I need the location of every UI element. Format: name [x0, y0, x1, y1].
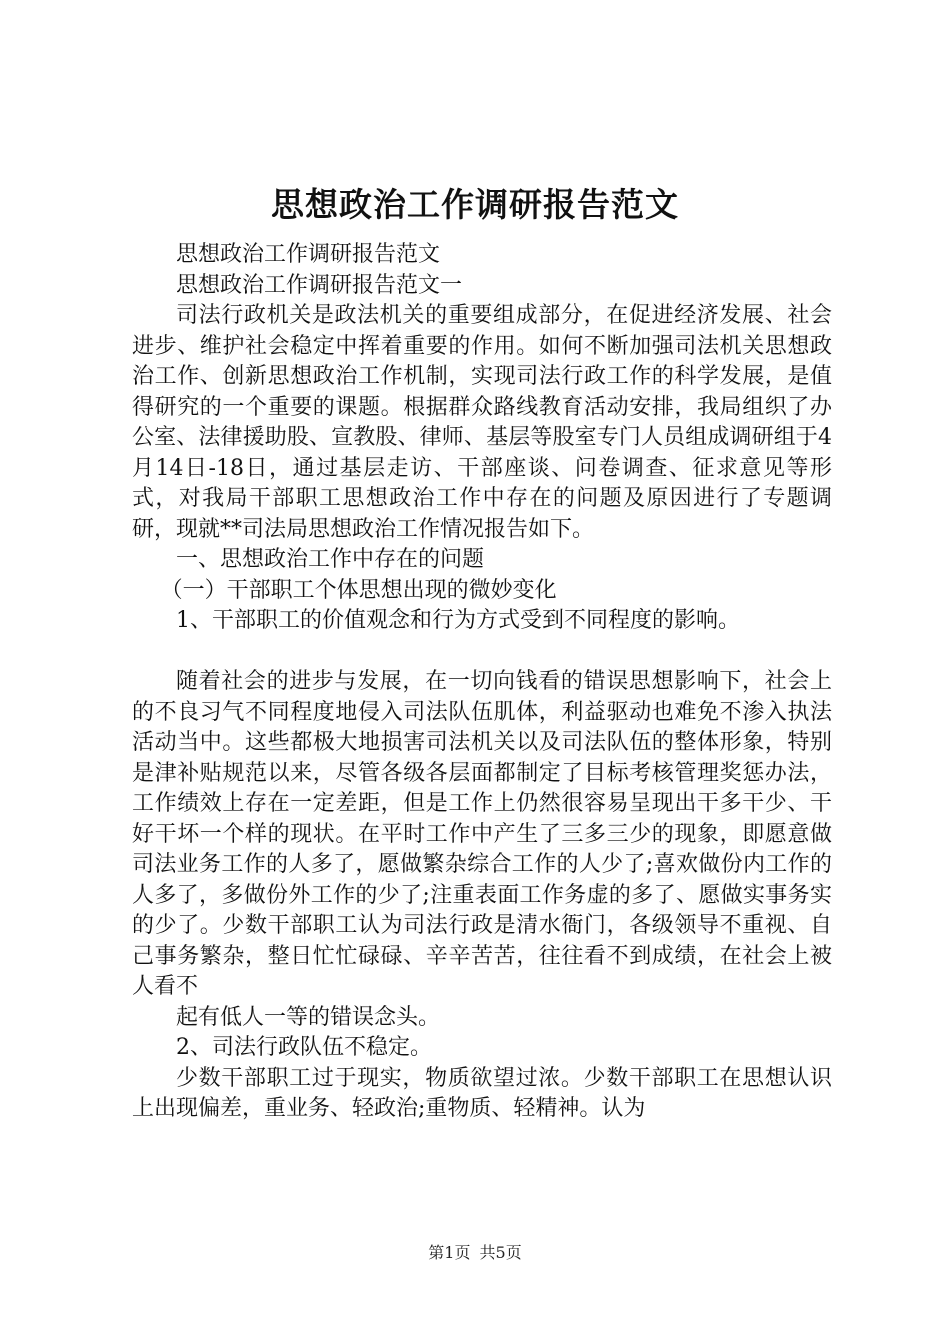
subsection-heading-1: （一）干部职工个体思想出现的微妙变化: [160, 577, 557, 603]
paragraph-point-1-body: 随着社会的进步与发展，在一切向钱看的错误思想影响下，社会上的不良习气不同程度地侵入司法队伍肌体，利益驱动也难免不渗入执法活动当中。这些都极大地损害司法机关以及司法队伍的整体形象，特别是津补贴规范以来，尽管各级各层面都制定了目标考核管理奖惩办法，工作绩效上存在一定差距，但是工作上仍然很容易呈现出干多干少、干好干坏一个样的现状。在平时工作中产生了三多三少的现象，即愿意做司法业务工作的人多了，愿做繁杂综合工作的人少了;喜欢做份内工作的人多了，多做份外工作的少了;注重表面工作务虚的多了、愿做实事务实的少了。少数干部职工认为司法行政是清水衙门，各级领导不重视、自己事务繁杂，整日忙忙碌碌、辛辛苦苦，往往看不到成绩，在社会上被人看不: [132, 669, 832, 999]
page-total: 共5页: [479, 1243, 522, 1262]
paragraph-point-2-body: 少数干部职工过于现实，物质欲望过浓。少数干部职工在思想认识上出现偏差，重业务、轻政治;重物质、轻精神。认为: [132, 1065, 832, 1121]
paragraph-heading-repeat: 思想政治工作调研报告范文: [176, 242, 441, 267]
document-body: [132, 240, 832, 1125]
paragraph-intro: 司法行政机关是政法机关的重要组成部分，在促进经济发展、社会进步、维护社会稳定中挥着重要的作用。如何不断加强司法机关思想政治工作、创新思想政治工作机制，实现司法行政工作的科学发展，是值得研究的一个重要的课题。根据群众路线教育活动安排，我局组织了办公室、法律援助股、宣教股、律师、基层等股室专门人员组成调研组于4月14日-18日，通过基层走访、干部座谈、问卷调查、征求意见等形式，对我局干部职工思想政治工作中存在的问题及原因进行了专题调研，现就**司法局思想政治工作情况报告如下。: [132, 303, 832, 542]
point-heading-2: 2、司法行政队伍不稳定。: [176, 1035, 432, 1060]
point-heading-1: 1、干部职工的价值观念和行为方式受到不同程度的影响。: [176, 608, 740, 633]
paragraph-continuation: 起有低人一等的错误念头。: [176, 1004, 441, 1030]
paragraph-subtitle: 思想政治工作调研报告范文一: [176, 272, 463, 298]
section-heading-problems: 一、思想政治工作中存在的问题: [176, 547, 485, 572]
page-number: 第1页: [428, 1243, 471, 1262]
page-footer: [0, 1242, 950, 1264]
document-title: 思想政治工作调研报告范文: [271, 185, 679, 224]
